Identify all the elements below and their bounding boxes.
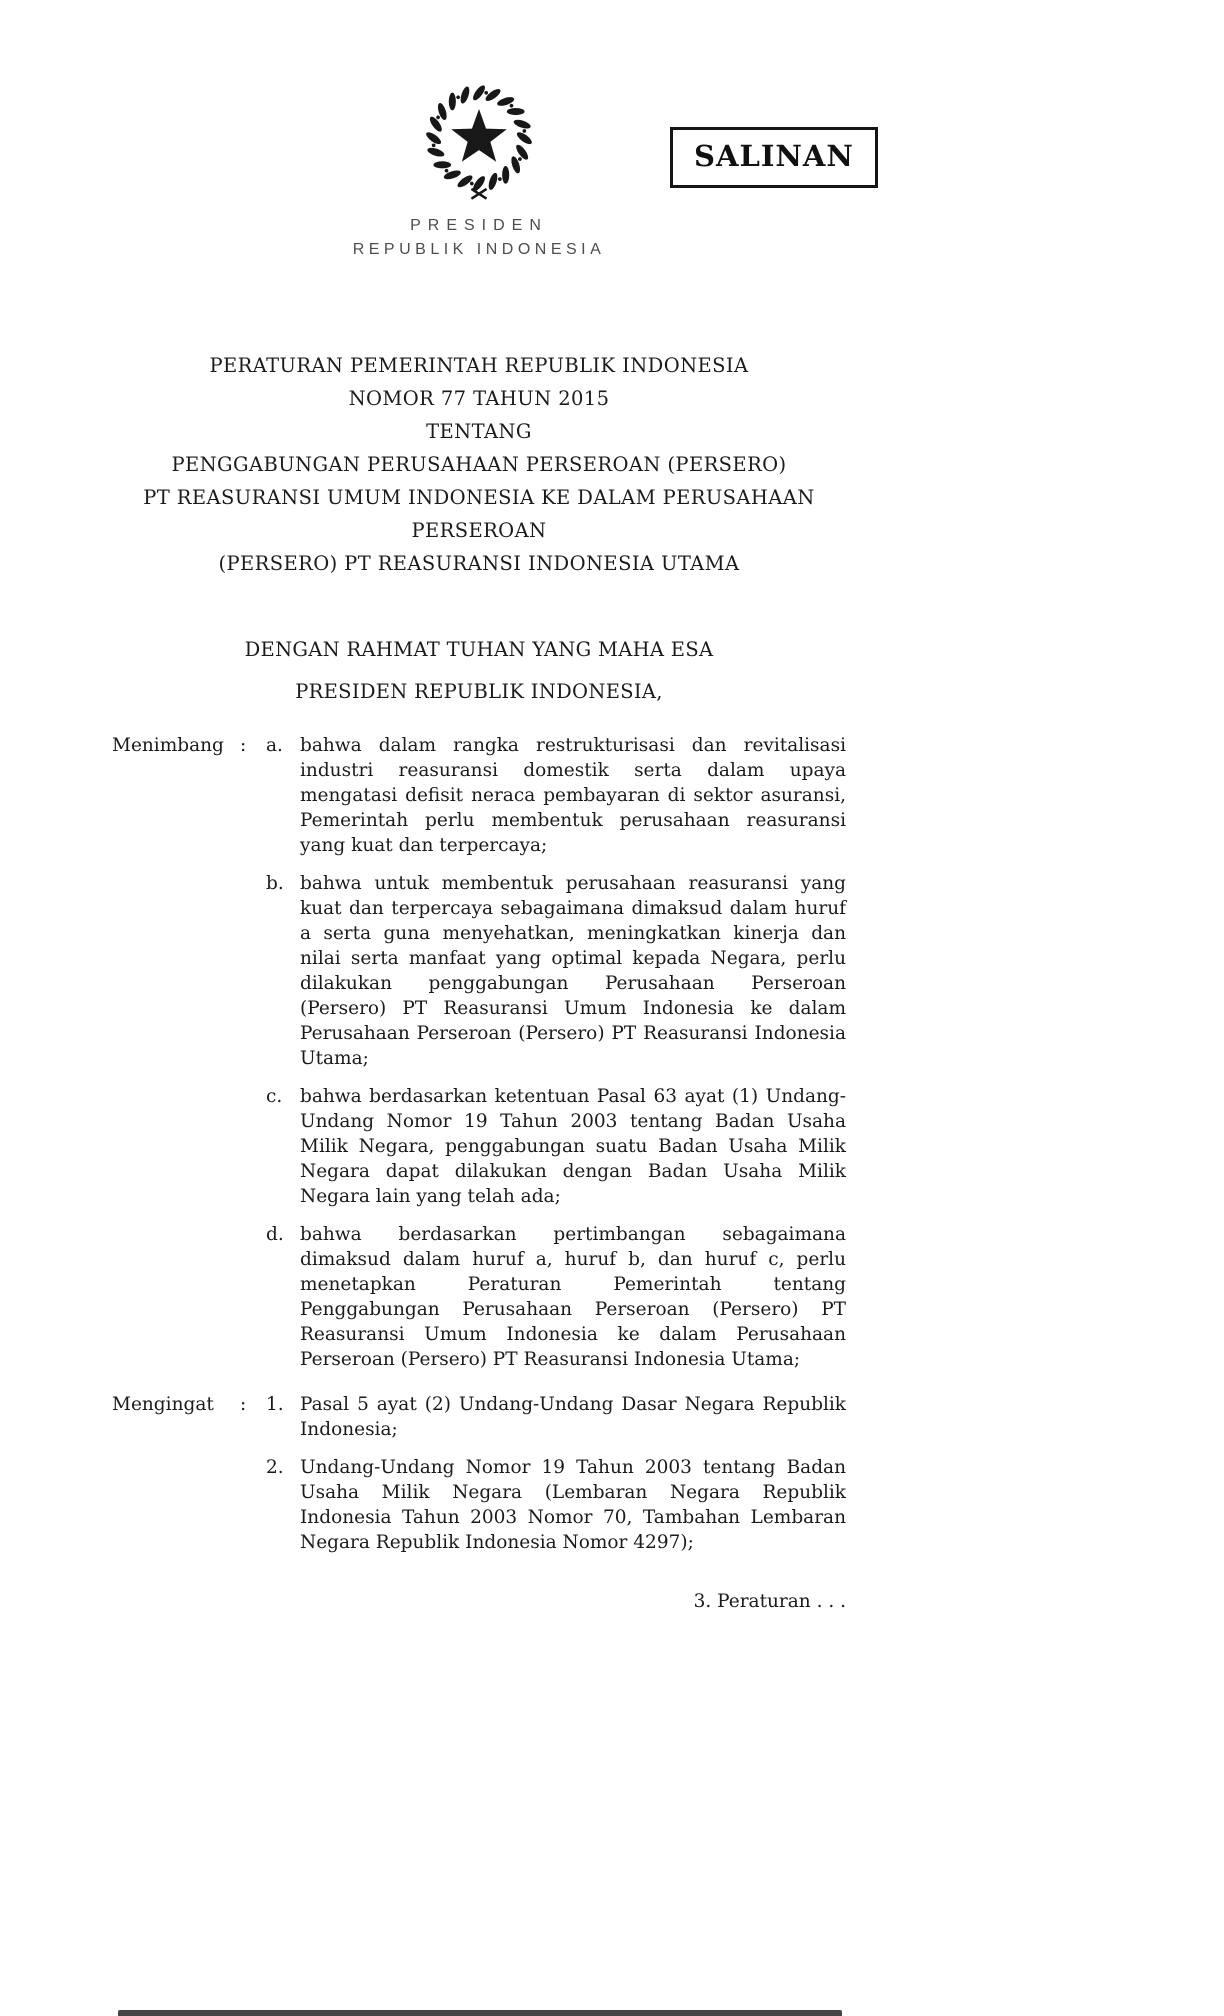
considering-row-c [112,1084,846,1209]
item-marker-1: 1. [266,1394,284,1415]
considering-row-b [112,871,846,1071]
salinan-stamp-label: SALINAN [694,139,854,173]
letterhead-presiden: PRESIDEN [410,217,548,234]
item-text-a: bahwa dalam rangka restrukturisasi dan revitalisasi industri reasuransi domestik serta dalam upaya mengatasi defisit neraca pembayaran di sektor asuransi, Pemerintah perlu membentuk perusahaan reasuransi yang kuat dan terpercaya; [300,735,846,856]
regulation-title [112,349,846,580]
item-text-d: bahwa berdasarkan pertimbangan sebagaimana dimaksud dalam huruf a, huruf b, dan huruf c, perlu menetapkan Peraturan Pemerintah tentang Penggabungan Perusahaan Perseroan (Persero) PT Reasuransi Umum Indonesia ke dalam Perusahaan Perseroan (Persero) PT Reasuransi Indonesia Utama; [300,1224,846,1370]
recalling-row-2 [112,1455,846,1555]
item-text-1: Pasal 5 ayat (2) Undang-Undang Dasar Negara Republik Indonesia; [300,1394,846,1440]
page-bottom-scan-edge [118,2010,842,2016]
authority-line: PRESIDEN REPUBLIK INDONESIA, [295,680,663,703]
presidential-star-wreath-emblem [403,82,555,203]
title-line-3: TENTANG [426,420,532,443]
item-marker-b: b. [266,873,284,894]
considering-row-d [112,1222,846,1372]
content-column [112,0,846,1612]
emblem-wrap [112,82,846,207]
mengingat-label: Mengingat [112,1394,214,1415]
mengingat-colon: : [240,1394,247,1415]
item-text-b: bahwa untuk membentuk perusahaan reasuransi yang kuat dan terpercaya sebagaimana dimaksud dalam huruf a serta guna menyehatkan, meningkatkan kinerja dan nilai serta manfaat yang optimal kepada Negara, perlu dilakukan penggabungan Perusahaan Perseroan (Persero) PT Reasuransi Umum Indonesia ke dalam Perusahaan Perseroan (Persero) PT Reasuransi Indonesia Utama; [300,873,846,1069]
title-line-2: NOMOR 77 TAHUN 2015 [348,387,610,410]
star-icon [451,109,507,162]
item-text-c: bahwa berdasarkan ketentuan Pasal 63 ayat (1) Undang-Undang Nomor 19 Tahun 2003 tentang Badan Usaha Milik Negara, penggabungan suatu Badan Usaha Milik Negara dapat dilakukan dengan Badan Usaha Milik Negara lain yang telah ada; [300,1086,846,1207]
title-line-1: PERATURAN PEMERINTAH REPUBLIK INDONESIA [209,354,749,377]
invocation-line: DENGAN RAHMAT TUHAN YANG MAHA ESA [244,638,714,661]
page-catchword: 3. Peraturan . . . [693,1591,846,1612]
menimbang-label: Menimbang [112,735,224,756]
letterhead-republik-indonesia: REPUBLIK INDONESIA [352,241,606,258]
item-marker-c: c. [266,1086,283,1107]
considering-row-a [112,733,846,858]
recalling-row-1 [112,1392,846,1442]
item-marker-d: d. [266,1224,284,1245]
item-marker-a: a. [266,735,283,756]
title-line-5: PT REASURANSI UMUM INDONESIA KE DALAM PERUSAHAAN PERSEROAN [143,486,815,542]
item-marker-2: 2. [266,1457,284,1478]
menimbang-colon: : [240,735,247,756]
letterhead [112,217,846,259]
preamble [112,638,846,703]
title-line-4: PENGGABUNGAN PERUSAHAAN PERSEROAN (PERSERO) [171,453,787,476]
clauses [112,733,846,1555]
title-line-6: (PERSERO) PT REASURANSI INDONESIA UTAMA [218,552,740,575]
item-text-2: Undang-Undang Nomor 19 Tahun 2003 tentang Badan Usaha Milik Negara (Lembaran Negara Republik Indonesia Tahun 2003 Nomor 70, Tambahan Lembaran Negara Republik Indonesia Nomor 4297); [300,1457,846,1553]
